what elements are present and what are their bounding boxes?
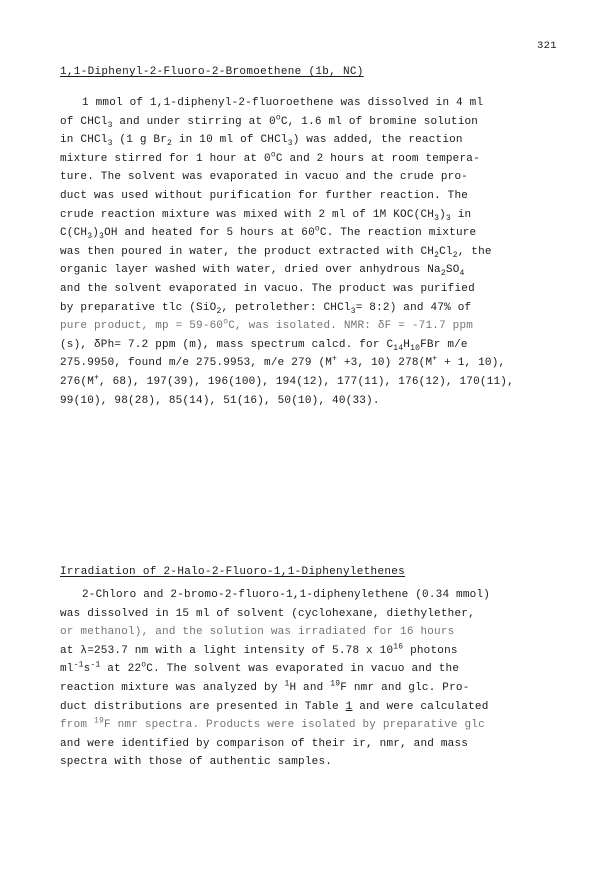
text-line: pure product, mp = $59-60^oC$, was isolated. NMR: δF = -71.7 ppm <box>60 317 474 333</box>
text-line: 275.9950, found m/e 275.9953, m/e 279 (M+ +3, 10) 278(M+ + 1, 10), <box>60 354 506 370</box>
text-line: 1 mmol of 1,1-diphenyl-2-fluoroethene was dissolved in 4 ml <box>82 97 484 109</box>
paragraph-irradiation <box>60 586 580 772</box>
paragraph-synthesis <box>60 94 580 410</box>
text-line: reaction mixture was analyzed by $^1$H and $^{19}$F nmr and glc. Pro- <box>60 679 470 694</box>
text-line: 276(M+, 68), 197(39), 196(100), 194(12), 177(11), 176(12), 170(11), <box>60 373 514 388</box>
text-line: was dissolved in 15 ml of solvent (cyclohexane, diethylether, <box>60 607 475 620</box>
text-line: duct distributions are presented in Table 1 and were calculated <box>60 700 489 713</box>
text-line: 2-Chloro and 2-bromo-2-fluoro-1,1-diphenylethene (0.34 mmol) <box>82 589 491 601</box>
text-line: in CHCl$_3$ (1 g $Br_2$ in 10 ml of CHCl$_3$) was added, the reaction <box>60 134 463 149</box>
text-line: mixture stirred for 1 hour at 0$^o$C and 2 hours at room tempera- <box>60 150 480 165</box>
text-line: and the solvent evaporated in vacuo. The product was purified <box>60 282 475 295</box>
text-line: or methanol), and the solution was irradiated for 16 hours <box>60 626 455 639</box>
page-number: 321 <box>537 40 557 52</box>
text-line: duct was used without purification for further reaction. The <box>60 189 469 202</box>
text-line: of CHCl$_3$ and under stirring at 0$^o$C, 1.6 ml of bromine solution <box>60 112 479 130</box>
text-line: $C(CH_3)_3OH$ and heated for 5 hours at 60$^o$C. The reaction mixture <box>60 224 477 242</box>
text-line: (s), δPh= 7.2 ppm (m), mass spectrum calcd. for $C_{14}H_{10}FBr$ m/e <box>60 338 468 353</box>
text-line: 99(10), 98(28), 85(14), 51(16), 50(10), 40(33). <box>60 394 380 407</box>
text-line: organic layer washed with water, dried over anhydrous $Na_2SO_4$ <box>60 264 465 279</box>
text-line: at λ=253.7 nm with a light intensity of 5.78 x $10^{16}$ photons <box>60 642 458 657</box>
text-line: spectra with those of authentic samples. <box>60 756 333 769</box>
text-line: crude reaction mixture was mixed with 2 ml of 1M $KOC(CH_3)_3$ in <box>60 208 472 223</box>
text-line: was then poured in water, the product extracted with $CH_2Cl_2$, the <box>60 245 492 260</box>
text-line: and were identified by comparison of their ir, nmr, and mass <box>60 737 469 750</box>
text-line: from $^{19}$F nmr spectra. Products were isolated by preparative glc <box>60 716 485 732</box>
section-heading-irradiation: Irradiation of 2-Halo-2-Fluoro-1,1-Diphenylethenes <box>60 566 406 578</box>
text-line: ture. The solvent was evaporated in vacuo and the crude pro- <box>60 171 469 184</box>
text-line: $ml^{-1}s^{-1}$ at 22$^o$C. The solvent was evaporated in vacuo and the <box>60 660 460 676</box>
text-line: by preparative tlc (SiO$_2$, petrolether: CHCl$_3$= 8:2) and 47% of <box>60 301 472 316</box>
section-heading-bromoethene: 1,1-Diphenyl-2-Fluoro-2-Bromoethene (1b, NC) <box>60 66 364 78</box>
